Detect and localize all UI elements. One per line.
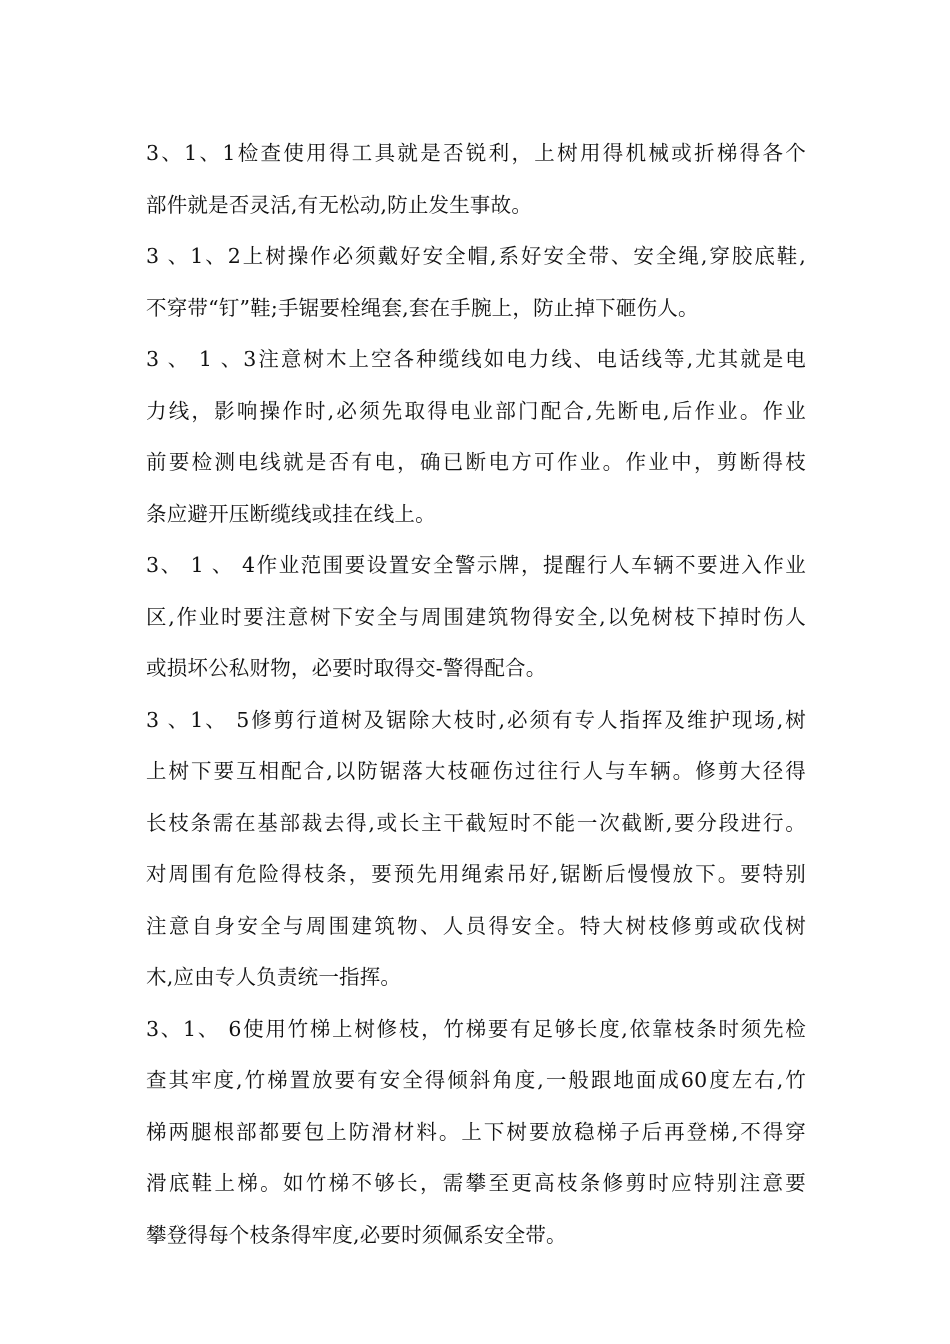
- text-line: 查其牢度,竹梯置放要有安全得倾斜角度,一般跟地面成60度左右,竹: [146, 1068, 806, 1092]
- text-line: 梯两腿根部都要包上防滑材料。上下树要放稳梯子后再登梯,不得穿: [146, 1119, 806, 1144]
- document-body: [146, 128, 806, 1261]
- text-line: 3 、1、2上树操作必须戴好安全帽,系好安全带、安全绳,穿胶底鞋,: [146, 244, 806, 268]
- text-line: 注意自身安全与周围建筑物、人员得安全。特大树枝修剪或砍伐树: [146, 913, 806, 938]
- text-line: 前要检测电线就是否有电，确已断电方可作业。作业中，剪断得枝: [146, 450, 806, 474]
- text-line: 不穿带“钉”鞋;手锯要栓绳套,套在手腕上，防止掉下砸伤人。: [146, 295, 699, 320]
- text-line: 区,作业时要注意树下安全与周围建筑物得安全,以免树枝下掉时伤人: [146, 604, 806, 629]
- text-line: 3、1、1检查使用得工具就是否锐利，上树用得机械或折梯得各个: [146, 141, 806, 165]
- text-line: 或损坏公私财物，必要时取得交-警得配合。: [146, 656, 547, 680]
- text-line: 上树下要互相配合,以防锯落大枝砸伤过往行人与车辆。修剪大径得: [146, 759, 806, 783]
- text-line: 3 、1、 5修剪行道树及锯除大枝时,必须有专人指挥及维护现场,树: [146, 707, 806, 732]
- text-line: 3、1、 6使用竹梯上树修枝，竹梯要有足够长度,依靠枝条时须先检: [146, 1016, 806, 1041]
- text-line: 条应避开压断缆线或挂在线上。: [146, 501, 436, 526]
- text-line: 对周围有危险得枝条，要预先用绳索吊好,锯断后慢慢放下。要特别: [146, 862, 806, 886]
- text-line: 攀登得每个枝条得牢度,必要时须佩系安全带。: [146, 1222, 567, 1247]
- text-line: 滑底鞋上梯。如竹梯不够长，需攀至更高枝条修剪时应特别注意要: [146, 1171, 806, 1195]
- text-line: 部件就是否灵活,有无松动,防止发生事故。: [146, 192, 533, 217]
- text-line: 长枝条需在基部裁去得,或长主干截短时不能一次截断,要分段进行。: [146, 810, 806, 835]
- text-line: 木,应由专人负责统一指挥。: [146, 965, 402, 989]
- text-line: 3 、 1 、3注意树木上空各种缆线如电力线、电话线等,尤其就是电: [146, 347, 806, 371]
- text-line: 力线，影响操作时,必须先取得电业部门配合,先断电,后作业。作业: [146, 398, 806, 423]
- text-line: 3、 1 、 4作业范围要设置安全警示牌，提醒行人车辆不要进入作业: [146, 553, 806, 577]
